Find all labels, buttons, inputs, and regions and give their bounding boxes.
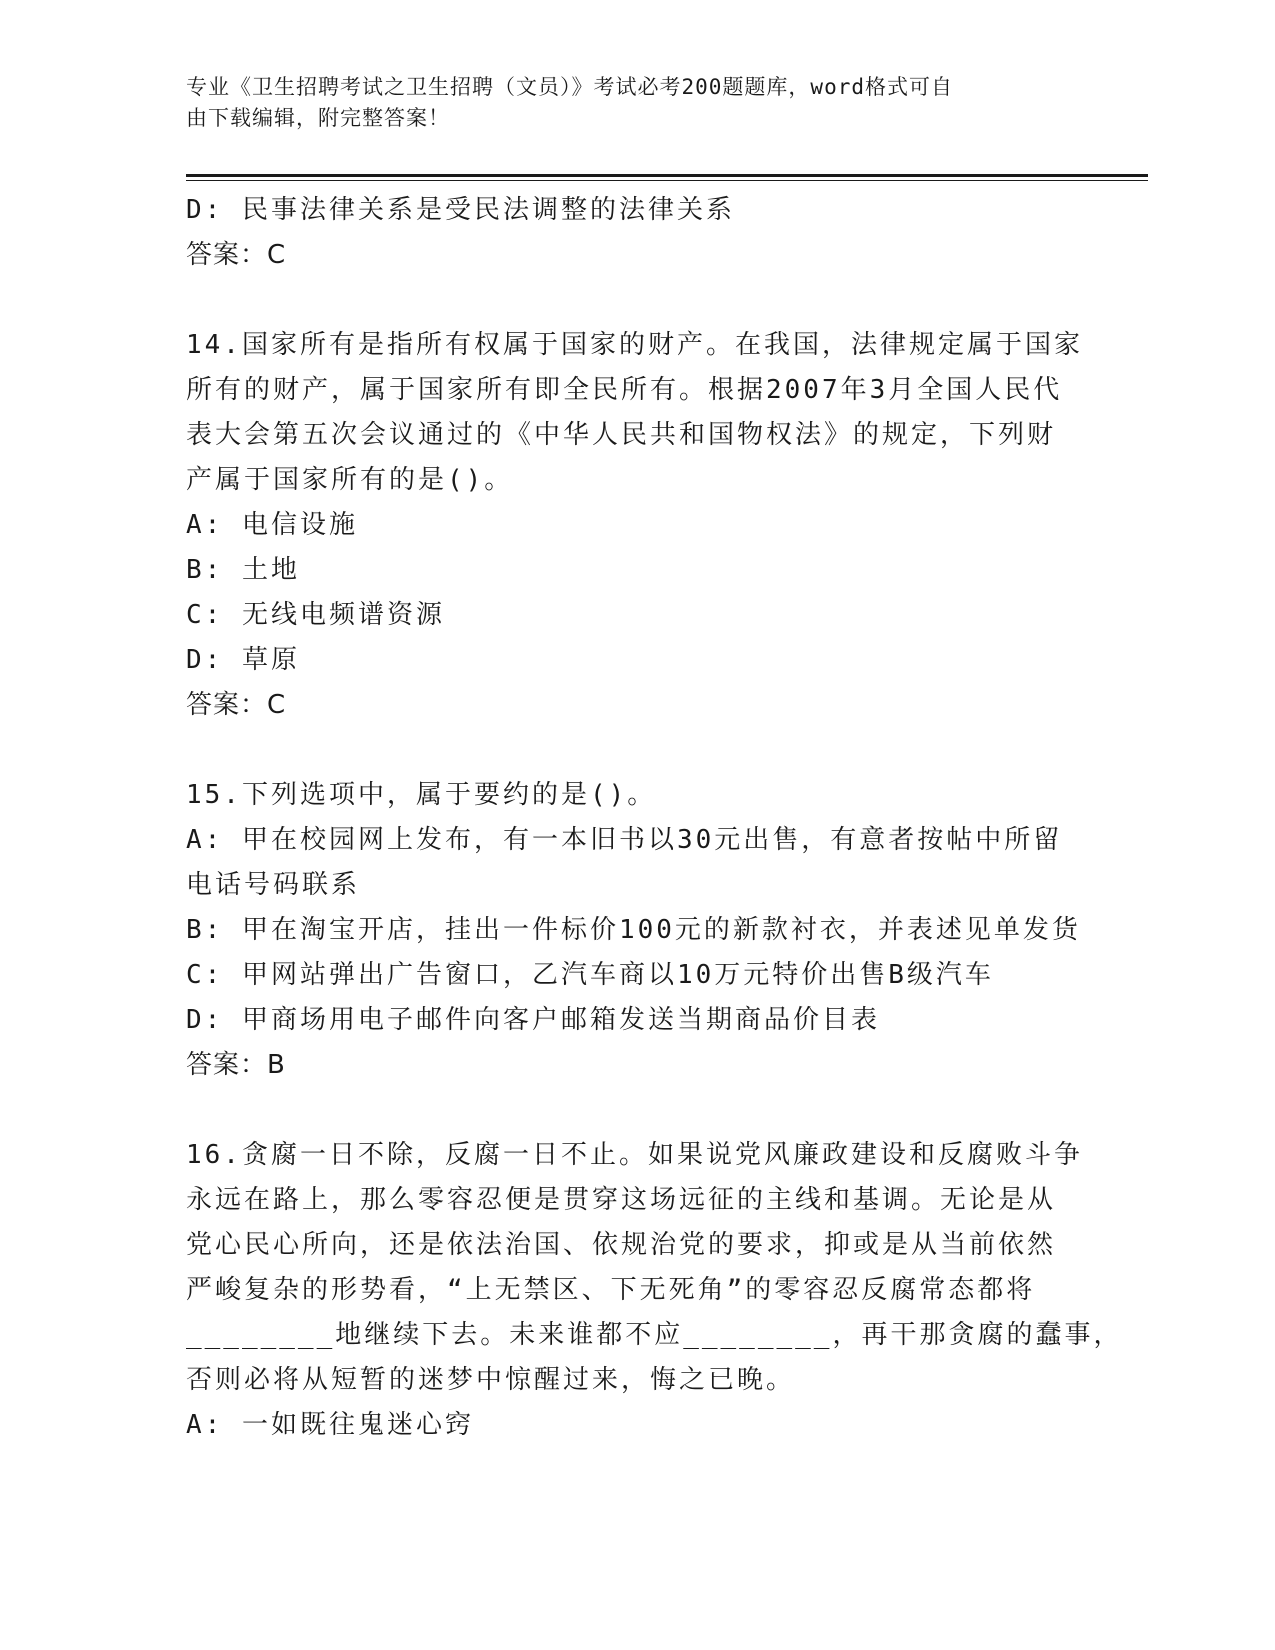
spacer — [186, 1088, 1086, 1133]
question-14-stem-line: 表大会第五次会议通过的《中华人民共和国物权法》的规定，下列财 — [186, 420, 1057, 450]
prev-answer: 答案：C — [186, 240, 287, 270]
question-14-answer: 答案：C — [186, 690, 287, 720]
question-14-option-b: B: 土地 — [186, 555, 300, 585]
document-header — [186, 72, 1066, 134]
header-divider-thin — [186, 180, 1148, 181]
question-16-option-a: A: 一如既往鬼迷心窍 — [186, 1410, 474, 1440]
spacer — [186, 278, 1086, 323]
question-content — [186, 188, 1123, 1448]
question-15-option-a-line: 电话号码联系 — [186, 870, 361, 900]
question-16-stem-line: 永远在路上，那么零容忍便是贯穿这场远征的主线和基调。无论是从 — [186, 1185, 1057, 1215]
question-14-option-c: C: 无线电频谱资源 — [186, 600, 445, 630]
question-14-stem-line: 所有的财产，属于国家所有即全民所有。根据2007年3月全国人民代 — [186, 375, 1063, 405]
header-line-2: 由下载编辑，附完整答案！ — [186, 106, 450, 130]
question-14-option-a: A: 电信设施 — [186, 510, 358, 540]
question-14-stem-line: 14.国家所有是指所有权属于国家的财产。在我国，法律规定属于国家 — [186, 330, 1083, 360]
question-16-stem-line: 否则必将从短暂的迷梦中惊醒过来，悔之已晚。 — [186, 1365, 796, 1395]
question-15-stem-line: 15.下列选项中，属于要约的是()。 — [186, 780, 657, 810]
question-15-option-a-line: A: 甲在校园网上发布，有一本旧书以30元出售，有意者按帖中所留 — [186, 825, 1063, 855]
question-16-stem-line: 党心民心所向，还是依法治国、依规治党的要求，抑或是从当前依然 — [186, 1230, 1057, 1260]
prev-option-d: D: 民事法律关系是受民法调整的法律关系 — [186, 195, 735, 225]
header-line-1: 专业《卫生招聘考试之卫生招聘（文员）》考试必考200题题库，word格式可自 — [186, 75, 953, 99]
question-15-option-d: D: 甲商场用电子邮件向客户邮箱发送当期商品价目表 — [186, 1005, 880, 1035]
question-15 — [186, 773, 1086, 1088]
question-14-option-d: D: 草原 — [186, 645, 300, 675]
question-15-answer: 答案：B — [186, 1050, 286, 1080]
question-16-stem-line: 严峻复杂的形势看，“上无禁区、下无死角”的零容忍反腐常态都将 — [186, 1275, 1036, 1305]
question-15-option-b: B: 甲在淘宝开店，挂出一件标价100元的新款衬衣，并表述见单发货 — [186, 915, 1081, 945]
question-15-option-c: C: 甲网站弹出广告窗口，乙汽车商以10万元特价出售B级汽车 — [186, 960, 994, 990]
question-16 — [186, 1133, 1123, 1448]
question-16-stem-line: ________地继续下去。未来谁都不应________，再干那贪腐的蠢事， — [186, 1320, 1123, 1350]
question-14-stem-line: 产属于国家所有的是()。 — [186, 465, 514, 495]
question-16-stem-line: 16.贪腐一日不除，反腐一日不止。如果说党风廉政建设和反腐败斗争 — [186, 1140, 1083, 1170]
header-divider-thick — [186, 174, 1148, 177]
spacer — [186, 728, 1086, 773]
question-14 — [186, 323, 1086, 728]
